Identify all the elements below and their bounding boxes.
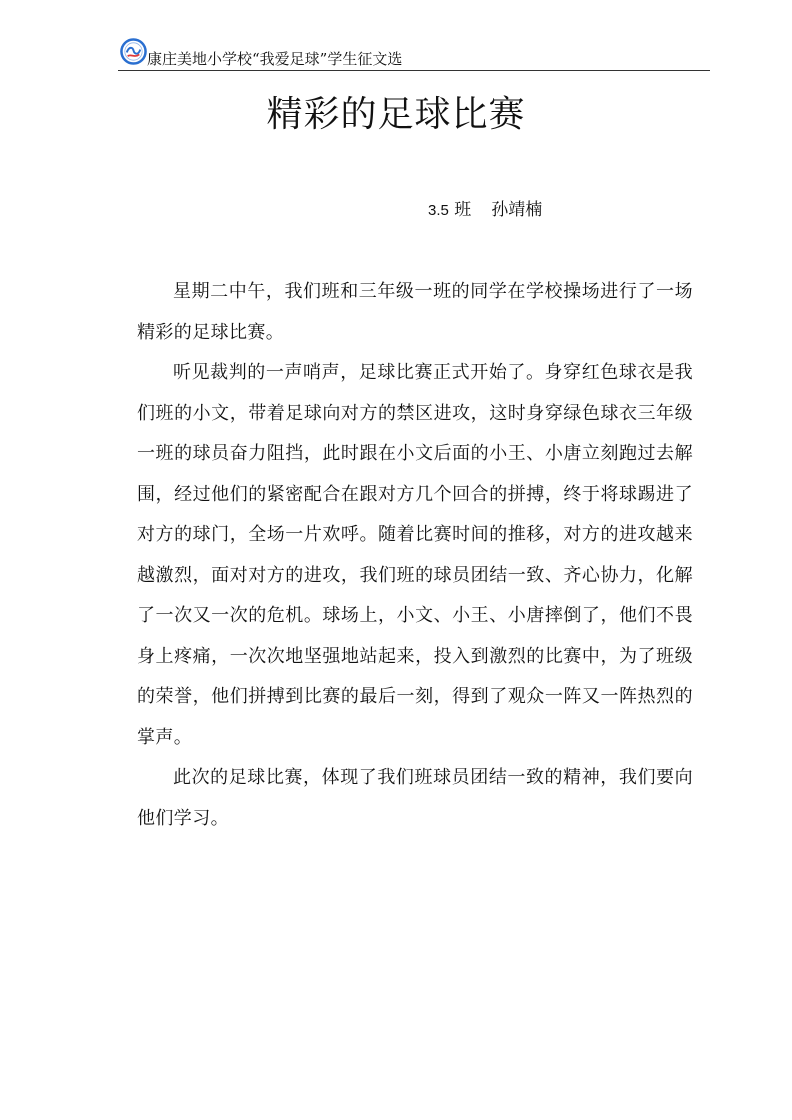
class-suffix: 班 [454,200,472,220]
page-header [118,36,710,71]
paragraph: 星期二中午，我们班和三年级一班的同学在学校操场进行了一场精彩的足球比赛。 [137,281,693,343]
class-number: 3.5 [428,202,449,219]
paragraph: 此次的足球比赛，体现了我们班球员团结一致的精神，我们要向他们学习。 [137,767,693,829]
author-name: 孙靖楠 [491,200,543,220]
school-logo-icon [120,38,147,65]
article-title: 精彩的足球比赛 [266,94,526,135]
article-body [137,272,693,839]
paragraph: 听见裁判的一声哨声，足球比赛正式开始了。身穿红色球衣是我们班的小文，带着足球向对方的禁区进攻，这时身穿绿色球衣三年级一班的球员奋力阻挡，此时跟在小文后面的小王、小唐立刻跑过去解围，经过他们的紧密配合在跟对方几个回合的拼搏，终于将球踢进了对方的球门，全场一片欢呼。随着比赛时间的推移，对方的进攻越来越激烈，面对对方的进攻，我们班的球员团结一致、齐心协力，化解了一次又一次的危机。球场上，小文、小王、小唐摔倒了，他们不畏身上疼痛，一次次地坚强地站起来，投入到激烈的比赛中，为了班级的荣誉，他们拼搏到比赛的最后一刻，得到了观众一阵又一阵热烈的掌声。 [137,362,693,748]
header-school-title: 康庄美地小学校“我爱足球”学生征文选 [147,50,403,68]
article-byline [428,198,542,223]
